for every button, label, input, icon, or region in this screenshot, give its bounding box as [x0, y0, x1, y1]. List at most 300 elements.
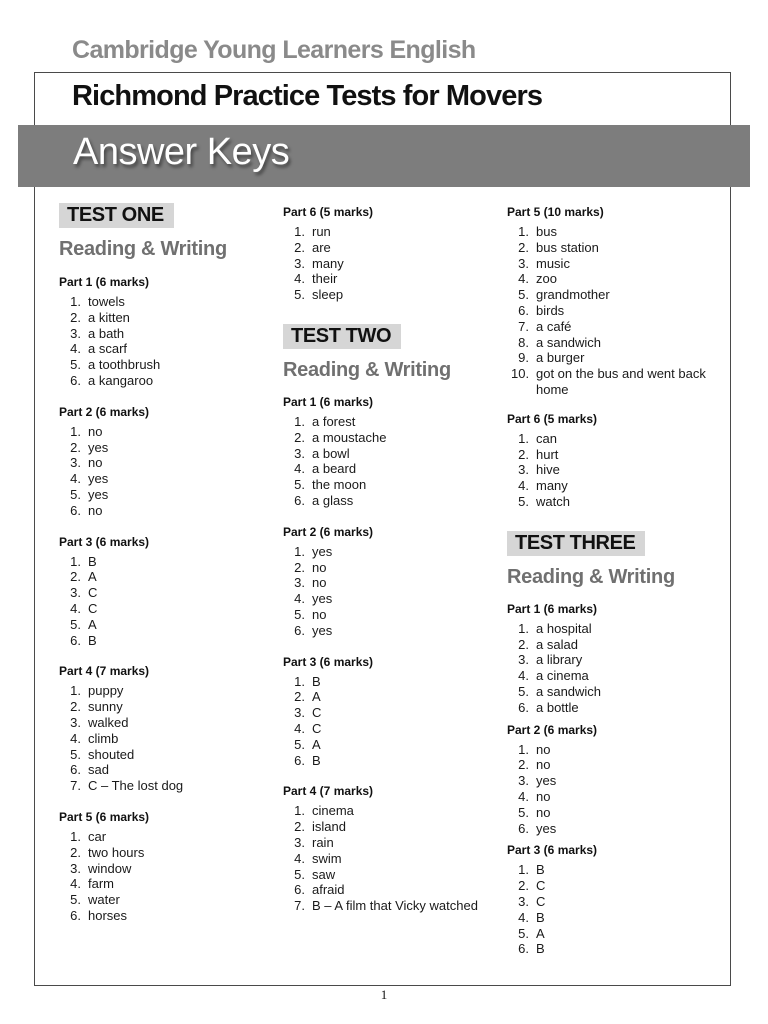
- test-two-label: TEST TWO: [283, 324, 401, 349]
- answer-number: 2.: [294, 689, 305, 705]
- answer-number: 3.: [518, 462, 529, 478]
- answer-number: 1.: [294, 224, 305, 239]
- answer-item: [507, 878, 722, 894]
- answer-item: [507, 303, 722, 319]
- answer-item: [283, 575, 498, 591]
- answer-number: 3.: [294, 705, 305, 721]
- answer-text: C: [88, 585, 98, 601]
- answer-text: a sandwich: [536, 683, 602, 699]
- answer-number: 5.: [294, 477, 305, 493]
- answer-item: [507, 684, 722, 700]
- answer-item: [59, 569, 274, 585]
- answer-text: swim: [312, 850, 342, 866]
- answer-list: [507, 431, 722, 510]
- answer-item: [283, 721, 498, 737]
- answer-number: 7.: [518, 318, 529, 334]
- answer-number: 5.: [70, 486, 81, 502]
- answer-item: [283, 287, 498, 303]
- answer-item: [59, 731, 274, 747]
- answer-text: no: [536, 757, 551, 773]
- test-three-section-heading: Reading & Writing: [507, 565, 675, 588]
- answer-text: A: [312, 736, 321, 752]
- answer-text: yes: [312, 591, 333, 607]
- answer-item: [283, 430, 498, 446]
- answer-number: 1.: [70, 294, 81, 309]
- answer-number: 4.: [294, 850, 305, 866]
- part-heading: Part 6 (5 marks): [507, 411, 598, 426]
- column-test-two: [283, 205, 498, 914]
- answer-item: [283, 882, 498, 898]
- answer-list: [507, 742, 722, 837]
- answer-item: [59, 554, 274, 570]
- answer-text: horses: [88, 907, 128, 923]
- test-one-label: TEST ONE: [59, 203, 174, 228]
- answer-number: 6.: [294, 752, 305, 768]
- answer-list: [283, 224, 498, 303]
- answer-text: no: [88, 423, 103, 439]
- answer-text: A: [88, 569, 97, 585]
- answer-number: 5.: [518, 925, 529, 941]
- answer-number: 1.: [518, 620, 529, 636]
- answer-text: zoo: [536, 271, 557, 287]
- answer-number: 4.: [70, 471, 81, 487]
- answer-number: 1.: [70, 828, 81, 844]
- answer-number: 2.: [294, 819, 305, 835]
- answer-number: 6.: [518, 820, 529, 836]
- answer-number: 1.: [294, 413, 305, 429]
- answer-number: 4.: [70, 730, 81, 746]
- answer-text: C: [536, 878, 546, 894]
- answer-item: [59, 440, 274, 456]
- answer-item: [507, 256, 722, 272]
- answer-text: B: [312, 752, 321, 768]
- test-two-part-1: [283, 395, 498, 509]
- answer-number: 6.: [518, 941, 529, 957]
- answer-text: no: [88, 455, 103, 471]
- answer-text: no: [312, 559, 327, 575]
- answer-item: [507, 447, 722, 463]
- answer-number: 4.: [518, 909, 529, 925]
- answer-number: 3.: [70, 714, 81, 730]
- answer-text: got on the bus and went back home: [536, 366, 706, 397]
- answer-number: 4.: [70, 876, 81, 892]
- answer-item: [283, 493, 498, 509]
- test-two-part-4: [283, 784, 498, 914]
- answer-text: B: [88, 632, 97, 648]
- answer-number: 1.: [294, 543, 305, 559]
- answer-text: C: [312, 720, 322, 736]
- answer-item: [59, 699, 274, 715]
- answer-number: 6.: [518, 699, 529, 715]
- answer-text: hurt: [536, 446, 559, 462]
- answer-text: bus station: [536, 239, 599, 255]
- answer-item: [507, 287, 722, 303]
- answer-number: 6.: [70, 372, 81, 388]
- answer-number: 2.: [518, 757, 529, 773]
- answer-number: 4.: [518, 668, 529, 684]
- part-heading: Part 5 (6 marks): [59, 809, 150, 824]
- answer-list: [507, 862, 722, 957]
- answer-number: 4.: [294, 271, 305, 287]
- banner-title: Answer Keys: [73, 131, 290, 173]
- answer-text: no: [536, 804, 551, 820]
- answer-text: towels: [88, 294, 125, 309]
- answer-item: [283, 867, 498, 883]
- answer-item: [59, 861, 274, 877]
- answer-item: [283, 560, 498, 576]
- answer-number: 1.: [294, 673, 305, 689]
- answer-item: [507, 652, 722, 668]
- answer-text: sad: [88, 762, 109, 778]
- answer-item: [507, 821, 722, 837]
- answer-text: water: [88, 892, 120, 908]
- answer-text: yes: [88, 439, 109, 455]
- answer-text: puppy: [88, 683, 124, 699]
- part-heading: Part 1 (6 marks): [507, 601, 598, 616]
- answer-number: 3.: [294, 834, 305, 850]
- answer-text: a hospital: [536, 620, 592, 636]
- answer-text: A: [312, 689, 321, 705]
- book-title: Richmond Practice Tests for Movers: [72, 80, 543, 112]
- answer-item: [59, 357, 274, 373]
- answer-item: [59, 892, 274, 908]
- answer-item: [283, 591, 498, 607]
- answer-item: [59, 471, 274, 487]
- answer-number: 1.: [518, 862, 529, 878]
- test-two-part-3: [283, 655, 498, 769]
- answer-text: a sandwich: [536, 334, 602, 350]
- part-heading: Part 2 (6 marks): [507, 722, 598, 737]
- answer-number: 6.: [70, 502, 81, 518]
- answer-text: a salad: [536, 636, 578, 652]
- part-heading: Part 3 (6 marks): [59, 534, 150, 549]
- part-heading: Part 1 (6 marks): [283, 394, 374, 409]
- answer-item: [507, 224, 722, 240]
- answer-item: [283, 607, 498, 623]
- answer-text: a library: [536, 652, 583, 668]
- answer-item: [59, 341, 274, 357]
- answer-list: [59, 424, 274, 519]
- test-three-part-1: [507, 602, 722, 716]
- answer-item: [507, 757, 722, 773]
- answer-item: [507, 700, 722, 716]
- answer-list: [59, 554, 274, 649]
- answer-text: grandmother: [536, 287, 610, 303]
- answer-item: [59, 310, 274, 326]
- part-heading: Part 3 (6 marks): [283, 654, 374, 669]
- answer-number: 3.: [70, 325, 81, 341]
- answer-number: 2.: [518, 239, 529, 255]
- answer-number: 3.: [70, 455, 81, 471]
- answer-number: 6.: [70, 632, 81, 648]
- answer-text: two hours: [88, 844, 145, 860]
- answer-text: car: [88, 828, 107, 844]
- answer-item: [507, 910, 722, 926]
- answer-item: [59, 455, 274, 471]
- answer-number: 5.: [70, 357, 81, 373]
- answer-number: 2.: [70, 439, 81, 455]
- answer-number: 6.: [518, 302, 529, 318]
- answer-item: [283, 446, 498, 462]
- answer-item: [59, 503, 274, 519]
- test-three-part-2: [507, 723, 722, 837]
- answer-number: 4.: [294, 591, 305, 607]
- answer-number: 3.: [518, 652, 529, 668]
- answer-number: 3.: [294, 255, 305, 271]
- answer-list: [283, 544, 498, 639]
- answer-item: [59, 876, 274, 892]
- answer-number: 6.: [70, 762, 81, 778]
- answer-text: C: [312, 705, 322, 721]
- answer-item: [283, 544, 498, 560]
- answer-item: [283, 477, 498, 493]
- answer-item: [507, 335, 722, 351]
- answer-item: [59, 585, 274, 601]
- answer-text: no: [312, 575, 327, 591]
- answer-text: yes: [88, 471, 109, 487]
- test-one-part-4: [59, 664, 274, 794]
- answer-item: [59, 326, 274, 342]
- answer-text: a scarf: [88, 341, 128, 357]
- answer-text: B – A film that Vicky watched: [312, 898, 478, 914]
- test-one-part-3: [59, 535, 274, 649]
- answer-text: B: [88, 553, 97, 569]
- answer-text: yes: [312, 622, 333, 638]
- answer-number: 5.: [70, 892, 81, 908]
- answer-text: watch: [536, 493, 570, 509]
- test-one-part-5: [59, 810, 274, 924]
- answer-item: [507, 773, 722, 789]
- answer-list: [59, 829, 274, 924]
- answer-number: 7.: [70, 778, 81, 794]
- part-heading: Part 4 (7 marks): [59, 664, 150, 679]
- answer-item: [507, 894, 722, 910]
- answer-text: rain: [312, 834, 334, 850]
- answer-text: can: [536, 430, 557, 446]
- answer-item: [507, 240, 722, 256]
- answer-number: 1.: [518, 224, 529, 239]
- answer-number: 6.: [294, 882, 305, 898]
- answer-text: C – The lost dog: [88, 778, 184, 794]
- answer-number: 7.: [294, 898, 305, 914]
- test-two-part-6: [507, 412, 722, 510]
- answer-item: [507, 494, 722, 510]
- answer-text: hive: [536, 462, 560, 478]
- answer-text: B: [536, 909, 545, 925]
- answer-number: 3.: [70, 860, 81, 876]
- test-one-section-heading: Reading & Writing: [59, 238, 227, 260]
- answer-text: birds: [536, 302, 565, 318]
- answer-item: [507, 789, 722, 805]
- answer-number: 8.: [518, 334, 529, 350]
- answer-list: [59, 683, 274, 794]
- answer-item: [507, 862, 722, 878]
- answer-text: B: [536, 941, 545, 957]
- answer-item: [283, 256, 498, 272]
- answer-item: [59, 762, 274, 778]
- answer-text: many: [312, 255, 344, 271]
- answer-number: 2.: [70, 569, 81, 585]
- column-test-one: [59, 203, 274, 924]
- answer-item: [59, 424, 274, 440]
- answer-text: saw: [312, 866, 336, 882]
- answer-item: [507, 805, 722, 821]
- answer-item: [59, 715, 274, 731]
- answer-item: [59, 633, 274, 649]
- answer-list: [507, 621, 722, 716]
- answer-text: no: [536, 741, 551, 757]
- answer-text: A: [88, 616, 97, 632]
- answer-item: [59, 778, 274, 794]
- answer-text: a forest: [312, 413, 356, 429]
- test-one-part-6: [283, 205, 498, 303]
- answer-list: [283, 414, 498, 509]
- part-heading: Part 6 (5 marks): [283, 205, 374, 219]
- answer-item: [283, 623, 498, 639]
- answer-number: 1.: [518, 741, 529, 757]
- answer-number: 4.: [294, 461, 305, 477]
- answer-item: [283, 705, 498, 721]
- answer-number: 4.: [70, 341, 81, 357]
- answer-text: a burger: [536, 350, 585, 366]
- answer-number: 5.: [294, 287, 305, 303]
- answer-item: [283, 851, 498, 867]
- answer-text: are: [312, 239, 331, 255]
- answer-item: [59, 829, 274, 845]
- answer-keys-banner: [18, 125, 750, 187]
- answer-number: 6.: [70, 907, 81, 923]
- answer-item: [59, 845, 274, 861]
- answer-item: [283, 674, 498, 690]
- answer-text: cinema: [312, 803, 354, 819]
- answer-text: the moon: [312, 477, 367, 493]
- answer-item: [507, 926, 722, 942]
- answer-text: B: [312, 673, 321, 689]
- answer-item: [507, 941, 722, 957]
- answer-text: a kitten: [88, 309, 130, 325]
- answer-number: 4.: [518, 788, 529, 804]
- answer-item: [507, 462, 722, 478]
- answer-item: [283, 224, 498, 240]
- answer-text: yes: [312, 543, 333, 559]
- answer-text: music: [536, 255, 570, 271]
- answer-text: yes: [536, 820, 557, 836]
- answer-item: [507, 366, 722, 398]
- answer-text: no: [536, 788, 551, 804]
- answer-number: 5.: [70, 616, 81, 632]
- answer-number: 2.: [518, 636, 529, 652]
- answer-text: island: [312, 819, 346, 835]
- answer-text: window: [88, 860, 132, 876]
- answer-number: 2.: [518, 446, 529, 462]
- answer-number: 2.: [294, 429, 305, 445]
- test-two-section-heading: Reading & Writing: [283, 358, 451, 381]
- answer-number: 5.: [294, 606, 305, 622]
- answer-item: [283, 898, 498, 914]
- answer-list: [283, 674, 498, 769]
- answer-text: shouted: [88, 746, 135, 762]
- test-three-label: TEST THREE: [507, 531, 645, 556]
- answer-text: a beard: [312, 461, 357, 477]
- answer-item: [59, 487, 274, 503]
- answer-number: 2.: [294, 239, 305, 255]
- answer-text: bus: [536, 224, 557, 239]
- part-heading: Part 3 (6 marks): [507, 843, 598, 858]
- answer-number: 3.: [518, 773, 529, 789]
- answer-text: a toothbrush: [88, 357, 161, 373]
- page-number: 1: [380, 987, 388, 1002]
- part-heading: Part 1 (6 marks): [59, 275, 150, 289]
- answer-item: [59, 908, 274, 924]
- answer-text: yes: [536, 773, 557, 789]
- test-three-part-3: [507, 843, 722, 957]
- part-heading: Part 2 (6 marks): [283, 524, 374, 539]
- answer-item: [283, 414, 498, 430]
- answer-number: 6.: [294, 492, 305, 508]
- answer-number: 1.: [70, 683, 81, 699]
- answer-number: 10.: [511, 366, 530, 382]
- answer-text: C: [536, 893, 546, 909]
- answer-text: no: [88, 502, 103, 518]
- answer-item: [283, 753, 498, 769]
- answer-list: [283, 803, 498, 914]
- test-one-part-1: [59, 275, 274, 389]
- answer-number: 9.: [518, 350, 529, 366]
- answer-text: farm: [88, 876, 114, 892]
- answer-number: 5.: [518, 493, 529, 509]
- answer-number: 4.: [518, 271, 529, 287]
- answer-item: [507, 637, 722, 653]
- series-title: Cambridge Young Learners English: [72, 36, 476, 64]
- answer-number: 5.: [294, 866, 305, 882]
- part-heading: Part 5 (10 marks): [507, 205, 604, 219]
- answer-number: 2.: [518, 878, 529, 894]
- answer-number: 5.: [518, 683, 529, 699]
- answer-text: afraid: [312, 882, 345, 898]
- answer-item: [507, 350, 722, 366]
- answer-text: many: [536, 478, 568, 494]
- answer-text: run: [312, 224, 331, 239]
- answer-number: 2.: [294, 559, 305, 575]
- test-two-part-5: [507, 205, 722, 398]
- answer-item: [283, 835, 498, 851]
- column-test-three: [507, 205, 722, 957]
- test-one-part-2: [59, 405, 274, 519]
- answer-item: [507, 742, 722, 758]
- answer-item: [59, 601, 274, 617]
- answer-number: 4.: [294, 720, 305, 736]
- answer-number: 4.: [518, 478, 529, 494]
- answer-item: [283, 819, 498, 835]
- answer-item: [507, 478, 722, 494]
- answer-number: 6.: [294, 622, 305, 638]
- answer-item: [59, 683, 274, 699]
- answer-item: [507, 319, 722, 335]
- answer-number: 3.: [294, 575, 305, 591]
- answer-text: a bowl: [312, 445, 350, 461]
- answer-item: [283, 803, 498, 819]
- answer-text: a glass: [312, 492, 354, 508]
- answer-number: 5.: [70, 746, 81, 762]
- answer-number: 1.: [518, 430, 529, 446]
- answer-list: [507, 224, 722, 398]
- answer-number: 1.: [294, 803, 305, 819]
- answer-item: [283, 271, 498, 287]
- answer-number: 1.: [70, 423, 81, 439]
- answer-text: a kangaroo: [88, 372, 154, 388]
- answer-item: [283, 240, 498, 256]
- answer-number: 3.: [70, 585, 81, 601]
